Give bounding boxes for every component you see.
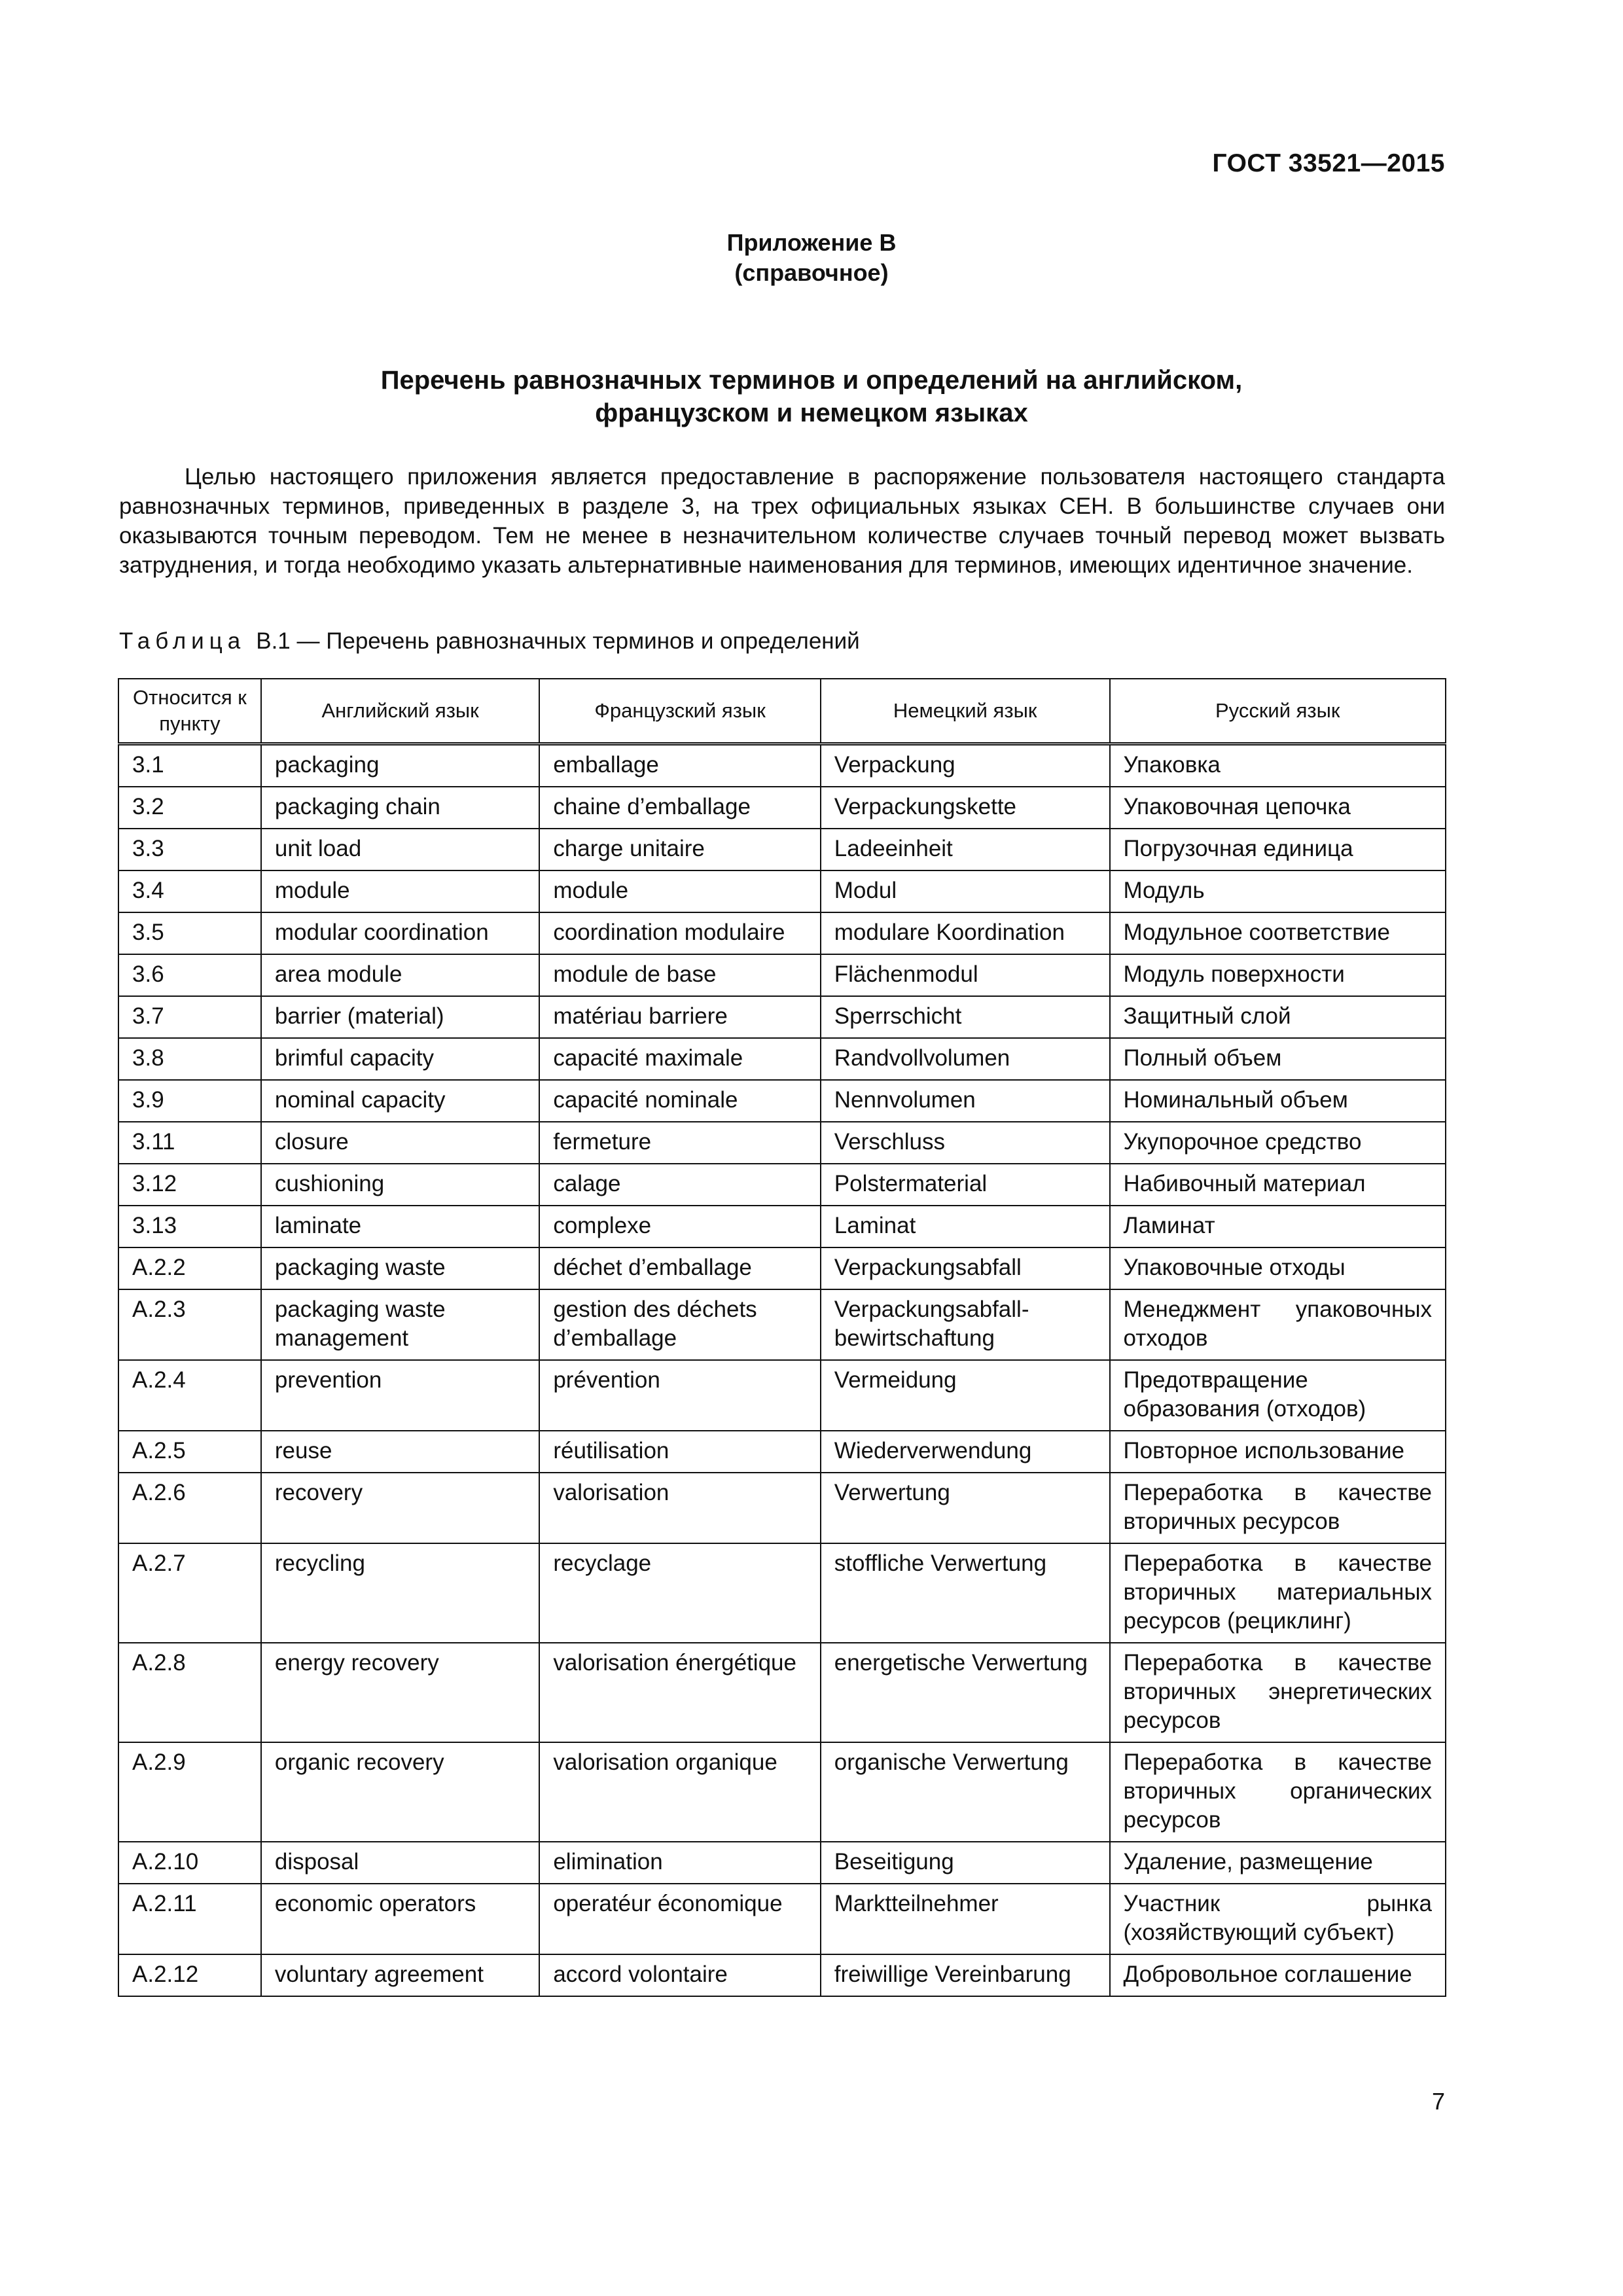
cell-russian: Модульное соответствие (1110, 912, 1446, 954)
cell-english: module (261, 870, 539, 912)
cell-russian: Номинальный объем (1110, 1080, 1446, 1122)
cell-french: capacité maximale (539, 1038, 820, 1080)
table-row (118, 912, 1446, 954)
section-title (0, 364, 1623, 429)
header-german: Немецкий язык (821, 679, 1110, 744)
cell-german: Verpackungskette (821, 787, 1110, 829)
cell-russian: Переработка в качестве вторичных энергетических ресурсов (1110, 1643, 1446, 1742)
cell-german: Randvollvolumen (821, 1038, 1110, 1080)
table-row (118, 744, 1446, 787)
table-row (118, 954, 1446, 996)
cell-german: Verpackungsabfall-bewirtschaftung (821, 1289, 1110, 1360)
cell-clause: А.2.3 (118, 1289, 261, 1360)
cell-english: recycling (261, 1543, 539, 1643)
cell-german: modulare Koordination (821, 912, 1110, 954)
cell-french: recyclage (539, 1543, 820, 1643)
header-english: Английский язык (261, 679, 539, 744)
cell-english: barrier (material) (261, 996, 539, 1038)
cell-german: Ladeeinheit (821, 829, 1110, 870)
cell-clause: А.2.10 (118, 1842, 261, 1884)
cell-english: reuse (261, 1431, 539, 1473)
cell-clause: 3.11 (118, 1122, 261, 1164)
cell-english: closure (261, 1122, 539, 1164)
header-russian: Русский язык (1110, 679, 1446, 744)
cell-french: capacité nominale (539, 1080, 820, 1122)
cell-russian: Модуль (1110, 870, 1446, 912)
cell-french: gestion des déchets d’emballage (539, 1289, 820, 1360)
cell-german: Beseitigung (821, 1842, 1110, 1884)
cell-german: energetische Verwertung (821, 1643, 1110, 1742)
table-caption (119, 628, 860, 655)
cell-russian: Погрузочная единица (1110, 829, 1446, 870)
cell-french: elimination (539, 1842, 820, 1884)
table-row (118, 870, 1446, 912)
cell-german: Vermeidung (821, 1360, 1110, 1431)
cell-clause: 3.6 (118, 954, 261, 996)
cell-clause: А.2.11 (118, 1884, 261, 1954)
table-row (118, 1884, 1446, 1954)
cell-russian: Повторное использование (1110, 1431, 1446, 1473)
table-row (118, 1954, 1446, 1996)
cell-french: déchet d’emballage (539, 1247, 820, 1289)
cell-french: valorisation organique (539, 1742, 820, 1842)
cell-german: Sperrschicht (821, 996, 1110, 1038)
table-row (118, 1038, 1446, 1080)
section-title-line-2: французском и немецком языках (595, 399, 1028, 427)
cell-clause: 3.4 (118, 870, 261, 912)
cell-clause: 3.5 (118, 912, 261, 954)
cell-clause: 3.1 (118, 744, 261, 787)
cell-english: recovery (261, 1473, 539, 1543)
cell-clause: 3.8 (118, 1038, 261, 1080)
table-row (118, 1842, 1446, 1884)
table-row (118, 1643, 1446, 1742)
cell-german: Verpackung (821, 744, 1110, 787)
cell-german: organische Verwertung (821, 1742, 1110, 1842)
cell-russian: Модуль поверхности (1110, 954, 1446, 996)
table-row (118, 1360, 1446, 1431)
cell-russian: Участник рынка (хозяйствующий субъект) (1110, 1884, 1446, 1954)
cell-french: prévention (539, 1360, 820, 1431)
cell-russian: Упаковочная цепочка (1110, 787, 1446, 829)
cell-clause: А.2.9 (118, 1742, 261, 1842)
cell-russian: Полный объем (1110, 1038, 1446, 1080)
cell-clause: 3.3 (118, 829, 261, 870)
cell-french: valorisation (539, 1473, 820, 1543)
cell-russian: Ламинат (1110, 1206, 1446, 1247)
cell-german: Wiederverwendung (821, 1431, 1110, 1473)
cell-clause: 3.12 (118, 1164, 261, 1206)
cell-german: Marktteilnehmer (821, 1884, 1110, 1954)
cell-french: module (539, 870, 820, 912)
table-row (118, 1473, 1446, 1543)
cell-french: matériau barriere (539, 996, 820, 1038)
intro-paragraph (119, 462, 1445, 580)
cell-russian: Упаковка (1110, 744, 1446, 787)
cell-russian: Укупорочное средство (1110, 1122, 1446, 1164)
cell-clause: А.2.8 (118, 1643, 261, 1742)
cell-french: complexe (539, 1206, 820, 1247)
cell-french: calage (539, 1164, 820, 1206)
cell-russian: Упаковочные отходы (1110, 1247, 1446, 1289)
cell-clause: 3.7 (118, 996, 261, 1038)
cell-english: prevention (261, 1360, 539, 1431)
cell-french: accord volontaire (539, 1954, 820, 1996)
cell-english: voluntary agreement (261, 1954, 539, 1996)
cell-english: area module (261, 954, 539, 996)
cell-english: packaging chain (261, 787, 539, 829)
cell-russian: Переработка в качестве вторичных материальных ресурсов (рециклинг) (1110, 1543, 1446, 1643)
cell-english: laminate (261, 1206, 539, 1247)
table-row (118, 996, 1446, 1038)
cell-clause: А.2.7 (118, 1543, 261, 1643)
cell-english: cushioning (261, 1164, 539, 1206)
header-clause: Относится к пункту (118, 679, 261, 744)
appendix-heading (0, 228, 1623, 288)
table-body (118, 744, 1446, 1997)
table-row (118, 787, 1446, 829)
cell-clause: А.2.5 (118, 1431, 261, 1473)
cell-german: Nennvolumen (821, 1080, 1110, 1122)
cell-english: organic recovery (261, 1742, 539, 1842)
cell-english: economic operators (261, 1884, 539, 1954)
table-row (118, 829, 1446, 870)
cell-english: unit load (261, 829, 539, 870)
table-caption-text: В.1 — Перечень равнозначных терминов и определений (256, 628, 860, 654)
cell-english: packaging waste management (261, 1289, 539, 1360)
cell-english: brimful capacity (261, 1038, 539, 1080)
cell-english: disposal (261, 1842, 539, 1884)
table-row (118, 1206, 1446, 1247)
cell-french: chaine d’emballage (539, 787, 820, 829)
cell-french: operatéur économique (539, 1884, 820, 1954)
cell-french: module de base (539, 954, 820, 996)
cell-german: Modul (821, 870, 1110, 912)
cell-german: Verwertung (821, 1473, 1110, 1543)
table-caption-label: Таблица (119, 628, 246, 654)
table-header-row (118, 679, 1446, 744)
cell-german: Laminat (821, 1206, 1110, 1247)
cell-french: fermeture (539, 1122, 820, 1164)
cell-french: valorisation énergétique (539, 1643, 820, 1742)
cell-russian: Набивочный материал (1110, 1164, 1446, 1206)
cell-english: energy recovery (261, 1643, 539, 1742)
standard-designation: ГОСТ 33521—2015 (1212, 149, 1445, 177)
cell-english: packaging (261, 744, 539, 787)
terms-table (118, 678, 1446, 1997)
cell-german: freiwillige Vereinbarung (821, 1954, 1110, 1996)
table-row (118, 1289, 1446, 1360)
cell-clause: А.2.12 (118, 1954, 261, 1996)
cell-russian: Переработка в качестве вторичных органических ресурсов (1110, 1742, 1446, 1842)
table-row (118, 1543, 1446, 1643)
cell-russian: Менеджмент упаковочных отходов (1110, 1289, 1446, 1360)
cell-clause: 3.9 (118, 1080, 261, 1122)
cell-russian: Удаление, размещение (1110, 1842, 1446, 1884)
cell-clause: 3.2 (118, 787, 261, 829)
cell-german: stoffliche Verwertung (821, 1543, 1110, 1643)
table-row (118, 1742, 1446, 1842)
cell-clause: А.2.4 (118, 1360, 261, 1431)
appendix-note: (справочное) (734, 259, 889, 286)
cell-french: charge unitaire (539, 829, 820, 870)
cell-english: packaging waste (261, 1247, 539, 1289)
cell-russian: Предотвращение образования (отходов) (1110, 1360, 1446, 1431)
table-row (118, 1122, 1446, 1164)
table-row (118, 1247, 1446, 1289)
cell-french: réutilisation (539, 1431, 820, 1473)
cell-german: Polstermaterial (821, 1164, 1110, 1206)
cell-clause: А.2.2 (118, 1247, 261, 1289)
cell-german: Verschluss (821, 1122, 1110, 1164)
page-number: 7 (1431, 2088, 1445, 2115)
cell-clause: 3.13 (118, 1206, 261, 1247)
cell-french: coordination modulaire (539, 912, 820, 954)
cell-russian: Добровольное соглашение (1110, 1954, 1446, 1996)
header-french: Французский язык (539, 679, 820, 744)
cell-english: modular coordination (261, 912, 539, 954)
table-row (118, 1164, 1446, 1206)
cell-french: emballage (539, 744, 820, 787)
cell-english: nominal capacity (261, 1080, 539, 1122)
table-row (118, 1431, 1446, 1473)
table-row (118, 1080, 1446, 1122)
cell-russian: Переработка в качестве вторичных ресурсов (1110, 1473, 1446, 1543)
cell-german: Verpackungsabfall (821, 1247, 1110, 1289)
cell-german: Flächenmodul (821, 954, 1110, 996)
section-title-line-1: Перечень равнозначных терминов и определений на английском, (380, 366, 1243, 395)
cell-russian: Защитный слой (1110, 996, 1446, 1038)
appendix-title: Приложение В (726, 229, 897, 256)
cell-clause: А.2.6 (118, 1473, 261, 1543)
intro-text: Целью настоящего приложения является предоставление в распоряжение пользователя настоящего стандарта равнозначных терминов, приведенных в разделе 3, на трех официальных языках СЕН. В большинстве случаев они оказываются точным переводом. Тем не менее в незначительном количестве случаев точный перевод может вызвать затруднения, и тогда необходимо указать альтернативные наименования для терминов, имеющих идентичное значение. (119, 464, 1445, 578)
